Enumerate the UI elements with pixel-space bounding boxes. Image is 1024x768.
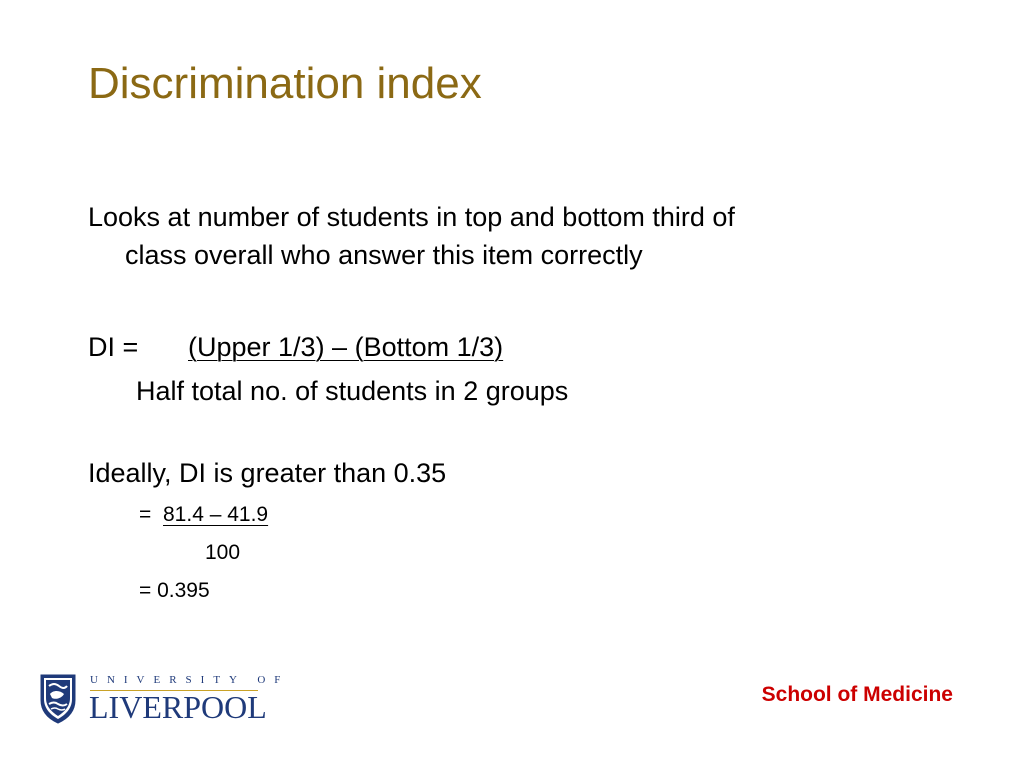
calc-numerator: 81.4 – 41.9 — [163, 503, 269, 526]
di-denominator: Half total no. of students in 2 groups — [136, 376, 569, 406]
ideal-text: Ideally, DI is greater than 0.35 — [88, 458, 447, 488]
calc-result: = 0.395 — [139, 579, 210, 602]
calc-denominator: 100 — [205, 541, 241, 564]
intro-line-1: Looks at number of students in top and bottom third of — [88, 202, 735, 232]
logo-liverpool: LIVERPOOL — [89, 689, 267, 725]
shield-crest-icon — [40, 674, 76, 724]
slide-title: Discrimination index — [88, 59, 482, 108]
di-label: DI = — [88, 332, 139, 362]
di-numerator: (Upper 1/3) – (Bottom 1/3) — [188, 332, 504, 362]
university-logo — [40, 672, 290, 728]
intro-line-2: class overall who answer this item correctly — [125, 240, 643, 270]
school-of-medicine: School of Medicine — [761, 683, 953, 706]
logo-university-of: UNIVERSITY OF — [90, 674, 290, 686]
calc-equals: = — [139, 503, 152, 526]
